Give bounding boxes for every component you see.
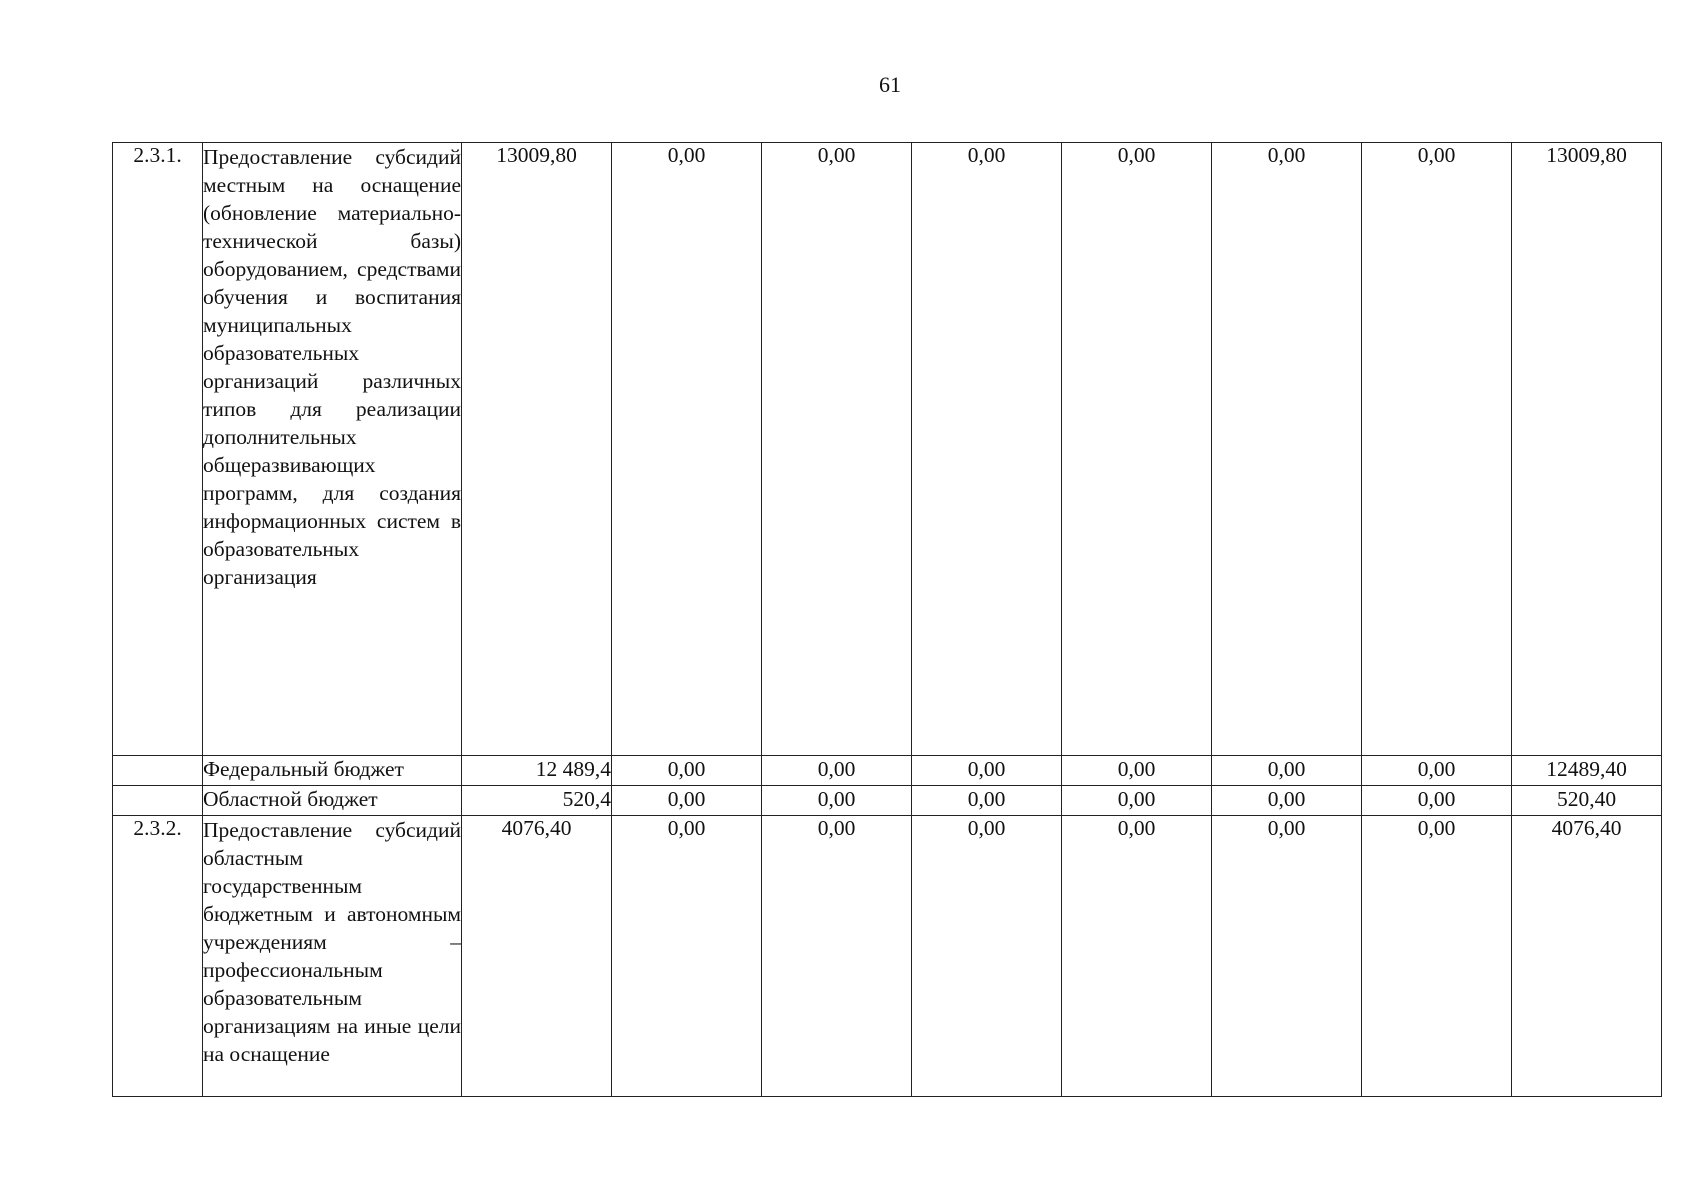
value-cell: 0,00 <box>1212 756 1362 786</box>
value-cell: 0,00 <box>1212 143 1362 756</box>
budget-table <box>112 142 1662 1097</box>
total-cell: 12489,40 <box>1512 756 1662 786</box>
value-cell: 0,00 <box>912 143 1062 756</box>
value-cell: 0,00 <box>1062 786 1212 816</box>
value-cell: 0,00 <box>1062 143 1212 756</box>
value-cell: 0,00 <box>912 816 1062 1097</box>
value-cell: 0,00 <box>762 756 912 786</box>
value-cell: 0,00 <box>612 143 762 756</box>
table-row <box>113 816 1662 1097</box>
value-cell: 0,00 <box>762 143 912 756</box>
row-description-cell: Предоставление субсидий областным государственным бюджетным и автономным учреждениям – профессиональным образовательным организациям на иные цели на оснащение <box>203 816 462 1097</box>
value-cell: 0,00 <box>912 786 1062 816</box>
row-number-cell <box>113 786 203 816</box>
value-cell: 0,00 <box>1212 786 1362 816</box>
value-cell: 0,00 <box>1362 143 1512 756</box>
value-cell: 0,00 <box>612 816 762 1097</box>
page-number: 61 <box>879 72 901 97</box>
row-description-cell: Областной бюджет <box>203 786 462 816</box>
value-cell: 0,00 <box>1212 816 1362 1097</box>
value-cell: 4076,40 <box>462 816 612 1097</box>
row-description-cell: Предоставление субсидий местным на оснащение (обновление материально-технической базы) оборудованием, средствами обучения и воспитания муниципальных образовательных организаций различных типов для реализации дополнительных общеразвивающих программ, для создания информационных систем в образовательных организация <box>203 143 462 756</box>
value-cell: 0,00 <box>1062 816 1212 1097</box>
value-cell: 13009,80 <box>462 143 612 756</box>
row-number-cell: 2.3.2. <box>113 816 203 1097</box>
value-cell: 0,00 <box>1362 756 1512 786</box>
value-cell: 0,00 <box>1362 816 1512 1097</box>
value-cell: 0,00 <box>1062 756 1212 786</box>
value-cell: 0,00 <box>1362 786 1512 816</box>
total-cell: 13009,80 <box>1512 143 1662 756</box>
table-row <box>113 143 1662 756</box>
value-cell: 0,00 <box>762 786 912 816</box>
value-cell: 0,00 <box>612 786 762 816</box>
value-cell: 520,4 <box>462 786 612 816</box>
table-row <box>113 756 1662 786</box>
total-cell: 520,40 <box>1512 786 1662 816</box>
value-cell: 12 489,4 <box>462 756 612 786</box>
value-cell: 0,00 <box>912 756 1062 786</box>
row-number-cell <box>113 756 203 786</box>
row-number-cell: 2.3.1. <box>113 143 203 756</box>
value-cell: 0,00 <box>612 756 762 786</box>
total-cell: 4076,40 <box>1512 816 1662 1097</box>
table-row <box>113 786 1662 816</box>
value-cell: 0,00 <box>762 816 912 1097</box>
row-description-cell: Федеральный бюджет <box>203 756 462 786</box>
